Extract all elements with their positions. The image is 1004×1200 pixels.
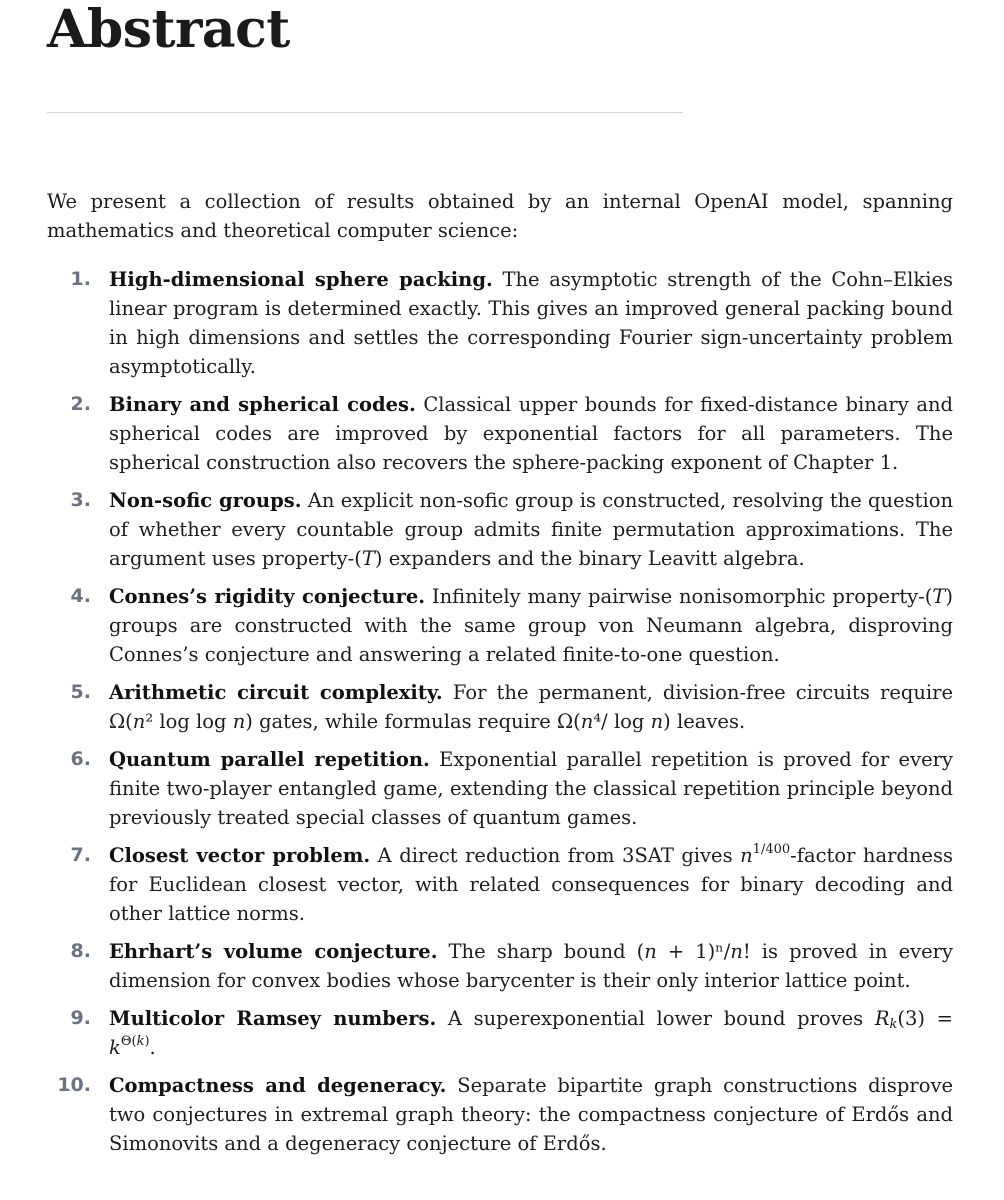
item-text: leaves.: [676, 710, 746, 733]
item-number: 10.: [57, 1074, 91, 1096]
intro-paragraph: We present a collection of results obtained by an internal OpenAI model, spanning mathematics and theoretical computer science:: [47, 190, 953, 242]
item-title: Multicolor Ramsey numbers.: [109, 1007, 437, 1030]
item-text: The asymptotic strength of the Cohn–Elkies linear program is determined exactly. This gives an improved general packing bound in high dimensions and settles the corresponding Fourier sign-uncertainty problem asymptotically.: [109, 268, 953, 378]
item-text: .: [149, 1036, 156, 1059]
item-title: Binary and spherical codes.: [109, 393, 416, 416]
item-number: 8.: [70, 940, 91, 962]
item-number: 4.: [70, 585, 91, 607]
list-item: [47, 265, 953, 381]
math-expression: T: [932, 585, 946, 608]
item-title: Ehrhart’s volume conjecture.: [109, 940, 438, 963]
item-title: Arithmetic circuit complexity.: [109, 681, 443, 704]
item-text: ) groups are constructed with the same group von Neumann algebra, disproving Connes’s conjecture and answering a related finite-to-one question.: [109, 585, 953, 666]
item-text: gates, while formulas require: [259, 710, 551, 733]
list-item: [47, 1004, 953, 1062]
heading-divider: [47, 112, 683, 113]
list-item: [47, 582, 953, 669]
item-number: 1.: [70, 268, 91, 290]
math-expression: Ω(n⁴/ log n): [557, 710, 671, 733]
item-text: is proved in every dimension for convex bodies whose barycenter is their only interior lattice point.: [109, 940, 954, 992]
list-item: [47, 1071, 953, 1158]
list-item: [47, 390, 953, 477]
list-item: [47, 486, 953, 573]
item-text: Infinitely many pairwise nonisomorphic property-(: [431, 585, 933, 608]
math-expression: T: [361, 547, 375, 570]
item-title: Closest vector problem.: [109, 844, 371, 867]
item-title: Non-sofic groups.: [109, 489, 302, 512]
item-number: 9.: [70, 1007, 91, 1029]
item-text: Classical upper bounds for fixed-distance binary and spherical codes are improved by exponential factors for all parameters. The spherical construction also recovers the sphere-packing exponent of Chapter 1.: [109, 393, 953, 474]
item-text: For the permanent, division-free circuits require: [452, 681, 953, 704]
item-number: 5.: [70, 681, 91, 703]
item-title: Quantum parallel repetition.: [109, 748, 430, 771]
item-text: ) expanders and the binary Leavitt algebra.: [374, 547, 805, 570]
item-title: Connes’s rigidity conjecture.: [109, 585, 426, 608]
list-item: [47, 745, 953, 832]
list-item: [47, 678, 953, 736]
item-text: A direct reduction from 3SAT gives: [377, 844, 733, 867]
item-text: The sharp bound: [448, 940, 626, 963]
item-text: Separate bipartite graph constructions disprove two conjectures in extremal graph theory: the compactness conjecture of Erdős and Simonovits and a degeneracy conjecture of Erdős.: [109, 1074, 954, 1155]
page-heading: Abstract: [47, 0, 290, 60]
item-title: Compactness and degeneracy.: [109, 1074, 447, 1097]
results-list: [47, 265, 953, 1167]
math-expression: $n^{1/400}$: [740, 842, 791, 867]
item-title: High-dimensional sphere packing.: [109, 268, 493, 291]
item-text: An explicit non-sofic group is constructed, resolving the question of whether every countable group admits finite permutation approximations. The argument uses property-(: [109, 489, 954, 570]
item-number: 2.: [70, 393, 91, 415]
item-number: 7.: [70, 844, 91, 866]
item-text: -factor hardness for Euclidean closest vector, with related consequences for binary decoding and other lattice norms.: [109, 844, 953, 925]
math-expression: Ω(n² log log n): [109, 710, 253, 733]
item-text: A superexponential lower bound proves: [447, 1007, 864, 1030]
item-number: 3.: [70, 489, 91, 511]
item-number: 6.: [70, 748, 91, 770]
item-text: Exponential parallel repetition is proved for every finite two-player entangled game, extending the classical repetition principle beyond previously treated special classes of quantum games.: [109, 748, 953, 829]
math-expression: (n + 1)ⁿ/n!: [636, 940, 751, 963]
list-item: [47, 937, 953, 995]
math-expression: $R_k(3) = k^{\Theta(k)}$: [109, 1007, 953, 1059]
list-item: [47, 841, 953, 928]
